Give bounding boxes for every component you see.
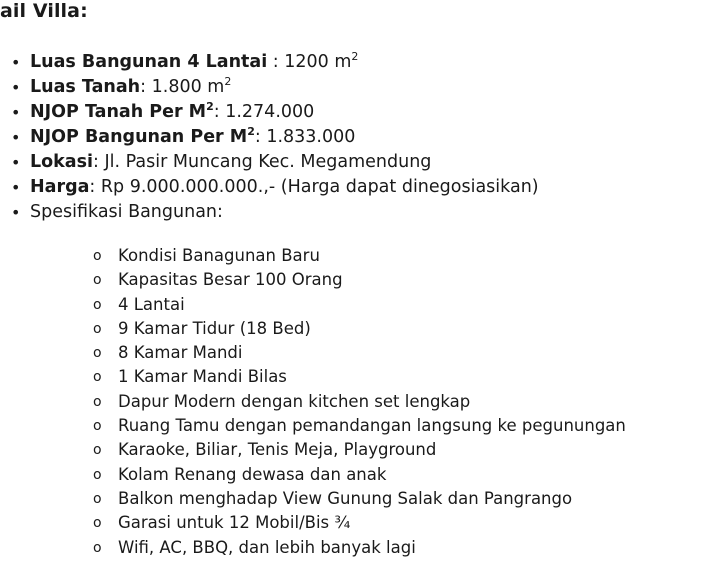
spec-list-item-label: Kolam Renang dewasa dan anak bbox=[118, 464, 387, 484]
list-item bbox=[0, 200, 719, 225]
sub-bullet-icon: o bbox=[93, 369, 102, 386]
sub-bullet-icon: o bbox=[93, 515, 102, 532]
list-item-value: 1.274.000 bbox=[225, 102, 315, 122]
page-title: ail Villa: bbox=[0, 0, 88, 22]
list-item bbox=[0, 50, 719, 75]
spec-list-item bbox=[0, 438, 719, 462]
spec-list-item bbox=[0, 536, 719, 560]
spec-list-item-label: Kapasitas Besar 100 Orang bbox=[118, 270, 343, 290]
sub-bullet-icon: o bbox=[93, 272, 102, 289]
spec-list-item-label: Wifi, AC, BBQ, dan lebih banyak lagi bbox=[118, 537, 416, 557]
list-item-separator: : bbox=[254, 127, 267, 147]
list-item-value: Rp 9.000.000.000.,- (Harga dapat dinegosiasikan) bbox=[100, 177, 539, 197]
list-item-label: Spesifikasi Bangunan: bbox=[30, 202, 223, 222]
spec-list-item-label: Kondisi Banagunan Baru bbox=[118, 246, 320, 265]
bullet-icon: • bbox=[11, 103, 21, 122]
sub-bullet-icon: o bbox=[93, 490, 102, 507]
sub-bullet-icon: o bbox=[93, 320, 102, 337]
sub-bullet-icon: o bbox=[93, 466, 102, 483]
bullet-icon: • bbox=[11, 128, 21, 147]
list-item-label: Lokasi bbox=[30, 152, 94, 172]
list-item bbox=[0, 175, 719, 200]
list-item-separator: : bbox=[140, 77, 152, 97]
spec-list-item-label: Dapur Modern dengan kitchen set lengkap bbox=[118, 391, 471, 411]
spec-list-item bbox=[0, 365, 719, 389]
list-item-label: NJOP Bangunan Per $M^2$ bbox=[30, 125, 255, 147]
list-item-separator: : bbox=[89, 177, 101, 197]
bullet-icon: • bbox=[11, 203, 21, 222]
spec-list-item-label: Balkon menghadap View Gunung Salak dan Pangrango bbox=[118, 488, 573, 508]
spec-list-item bbox=[0, 511, 719, 535]
specification-list bbox=[0, 244, 719, 560]
spec-list-item bbox=[0, 414, 719, 438]
spec-list-item-label: 4 Lantai bbox=[118, 294, 185, 314]
sub-bullet-icon: o bbox=[93, 248, 102, 264]
list-item bbox=[0, 125, 719, 150]
spec-list-item bbox=[0, 293, 719, 317]
list-item-label: Luas Tanah bbox=[30, 77, 141, 97]
spec-list-item-label: Karaoke, Biliar, Tenis Meja, Playground bbox=[118, 440, 437, 460]
bullet-icon: • bbox=[11, 78, 21, 97]
sub-bullet-icon: o bbox=[93, 442, 102, 459]
sub-bullet-icon: o bbox=[93, 345, 102, 362]
spec-list-item bbox=[0, 487, 719, 511]
detail-list bbox=[0, 50, 719, 225]
spec-list-item bbox=[0, 317, 719, 341]
list-item bbox=[0, 75, 719, 100]
spec-list-item bbox=[0, 268, 719, 292]
spec-list-item bbox=[0, 390, 719, 414]
list-item-separator: : bbox=[267, 52, 285, 72]
list-item-label: Luas Bangunan 4 Lantai bbox=[30, 52, 268, 72]
list-item-label: NJOP Tanah Per $M^2$ bbox=[30, 100, 214, 122]
list-item-value: Jl. Pasir Muncang Kec. Megamendung bbox=[104, 152, 432, 172]
spec-list-item bbox=[0, 341, 719, 365]
sub-bullet-icon: o bbox=[93, 393, 102, 410]
sub-bullet-icon: o bbox=[93, 418, 102, 435]
spec-list-item-label: 1 Kamar Mandi Bilas bbox=[118, 367, 287, 387]
spec-list-item-label: Ruang Tamu dengan pemandangan langsung ke pegunungan bbox=[118, 416, 626, 436]
list-item-value: 1200 $m^2$ bbox=[284, 50, 359, 72]
spec-list-item-label: 9 Kamar Tidur (18 Bed) bbox=[118, 318, 311, 338]
bullet-icon: • bbox=[11, 53, 21, 72]
spec-list-item-label: 8 Kamar Mandi bbox=[118, 343, 243, 363]
sub-bullet-icon: o bbox=[93, 539, 102, 556]
list-item-separator: : bbox=[93, 152, 105, 172]
spec-list-item bbox=[0, 463, 719, 487]
list-item-value: 1.833.000 bbox=[266, 127, 356, 147]
spec-list-item bbox=[0, 244, 719, 268]
sub-bullet-icon: o bbox=[93, 296, 102, 313]
list-item-separator: : bbox=[213, 102, 226, 122]
spec-list-item-label: Garasi untuk 12 Mobil/Bis ¾ bbox=[118, 513, 351, 533]
bullet-icon: • bbox=[11, 178, 21, 197]
list-item-value: 1.800 $m^2$ bbox=[151, 75, 232, 97]
list-item-label: Harga bbox=[30, 177, 90, 197]
list-item bbox=[0, 100, 719, 125]
list-item bbox=[0, 150, 719, 175]
bullet-icon: • bbox=[11, 153, 21, 172]
